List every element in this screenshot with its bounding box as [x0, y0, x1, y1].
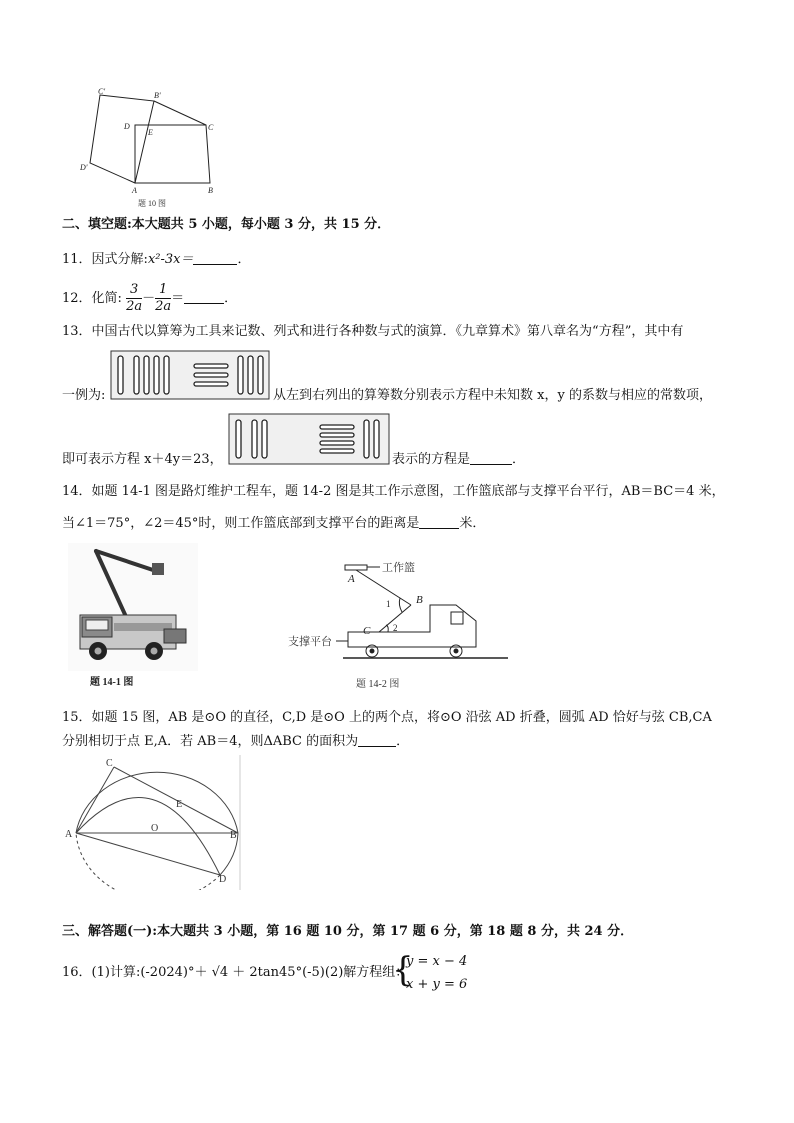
label-a: A: [132, 186, 137, 195]
label-c: C: [106, 758, 113, 769]
q15-line-1: 15．如题 15 图，AB 是⊙O 的直径，C,D 是⊙O 上的两个点，将⊙O 沿弦 AD 折叠，圆弧 AD 恰好与弦 CB,CA: [62, 710, 712, 725]
q13-line-3: 表示的方程是 ．: [392, 452, 526, 467]
folded-arc-ad: [76, 797, 220, 875]
q16-equation-1: y = x − 4: [406, 954, 468, 969]
q15-answer-blank: [358, 734, 396, 747]
q13-line-3-pre: 即可表示方程 x＋4y＝23，: [62, 452, 223, 467]
chord-ad: [76, 833, 220, 875]
work-basket: [345, 565, 367, 570]
segment-bprime-c: [154, 101, 206, 125]
angle-1-arc: [399, 598, 402, 612]
figure-14-2-schematic: [288, 555, 513, 690]
q16-equation-2: x + y = 6: [406, 977, 468, 992]
basket-label: 工作篮: [382, 562, 415, 574]
label-b-prime: B': [154, 91, 161, 100]
q12-fraction-1: $\frac{3}{2a}$: [126, 282, 143, 314]
platform-label: 支撑平台: [288, 636, 332, 648]
label-b: B: [230, 830, 237, 841]
system-brace: {: [392, 950, 414, 990]
label-d-prime: D': [80, 163, 88, 172]
label-o: O: [151, 823, 159, 834]
label-angle-2: 2: [393, 623, 398, 633]
q14-line-2: 当∠1＝75°，∠2＝45°时，则工作篮底部到支撑平台的距离是 米．: [62, 516, 486, 531]
figure-14-1-truck-photo: [68, 543, 198, 688]
chord-ca: [76, 767, 114, 833]
q15-line-2: 分别相切于点 E,A．若 AB＝4，则ΔABC 的面积为 ．: [62, 734, 410, 749]
q13-line-2-pre: 一例为:: [62, 388, 106, 403]
q13-line-1: 13．中国古代以算筹为工具来记数、列式和进行各种数与式的演算．《九章算术》第八章名为“方程”，其中有: [62, 324, 684, 339]
label-e: E: [148, 128, 153, 137]
label-d: D: [124, 122, 130, 131]
label-angle-1: 1: [386, 599, 391, 609]
q11-text: 11．因式分解:: [62, 252, 148, 267]
q12-minus: －: [142, 291, 156, 306]
q11-end: ．: [237, 252, 251, 267]
counting-rods-example-2: [228, 413, 390, 465]
q11-answer-blank: [193, 252, 237, 265]
label-c: C: [363, 625, 371, 637]
figure-15: [62, 755, 247, 890]
label-a: A: [65, 829, 73, 840]
figure-10: [80, 85, 230, 210]
section-2-heading: 二、填空题:本大题共 5 小题，每小题 3 分，共 15 分．: [62, 217, 391, 232]
q13-answer-blank: [470, 452, 512, 465]
q16-text: 16．(1)计算:(-2024)°＋ √4 ＋ 2tan45°(-5)(2)解方程组：: [62, 965, 409, 980]
label-d: D: [219, 874, 227, 885]
q13-line-3-post: 表示的方程是: [392, 452, 471, 467]
label-a: A: [348, 573, 355, 585]
section-3-heading: 三、解答题(一):本大题共 3 小题，第 16 题 10 分，第 17 题 6 分，第 18 题 8 分，共 24 分．: [62, 924, 634, 939]
question-12: 12．化简: $\frac{3}{2a}$ － $\frac{1}{2a}$ ＝ ．: [62, 282, 238, 314]
q12-text: 12．化简:: [62, 291, 122, 306]
q12-equals: ＝: [171, 291, 185, 306]
arm-ab: [356, 570, 411, 605]
q13-line-2-post: 从左到右列出的算筹数分别表示方程中未知数 x，y 的系数与相应的常数项，: [273, 388, 712, 403]
q14-answer-blank: [419, 516, 459, 529]
fig10-caption: 题 10 图: [138, 199, 166, 208]
q11-expr: x²-3x＝: [147, 252, 194, 267]
q12-answer-blank: [184, 291, 224, 304]
label-b: B: [208, 186, 213, 195]
label-c-prime: C': [98, 87, 106, 96]
question-11: [62, 251, 251, 269]
truck-window: [451, 612, 463, 624]
counting-rods-example-1: [110, 350, 270, 400]
label-c: C: [208, 123, 214, 132]
circle-arc-lower-dashed: [76, 833, 220, 890]
figure-14-2-caption: 题 14-2 图: [356, 679, 400, 690]
rotated-square: [90, 95, 154, 183]
q12-fraction-2: $\frac{1}{2a}$: [155, 282, 172, 314]
figure-14-1-caption: 题 14-1 图: [90, 677, 134, 688]
label-e: E: [176, 799, 183, 810]
label-b: B: [416, 594, 423, 606]
q14-line-1: 14．如题 14-1 图是路灯维护工程车，题 14-2 图是其工作示意图，工作篮底部与支撑平台平行，AB＝BC＝4 米，: [62, 484, 725, 499]
